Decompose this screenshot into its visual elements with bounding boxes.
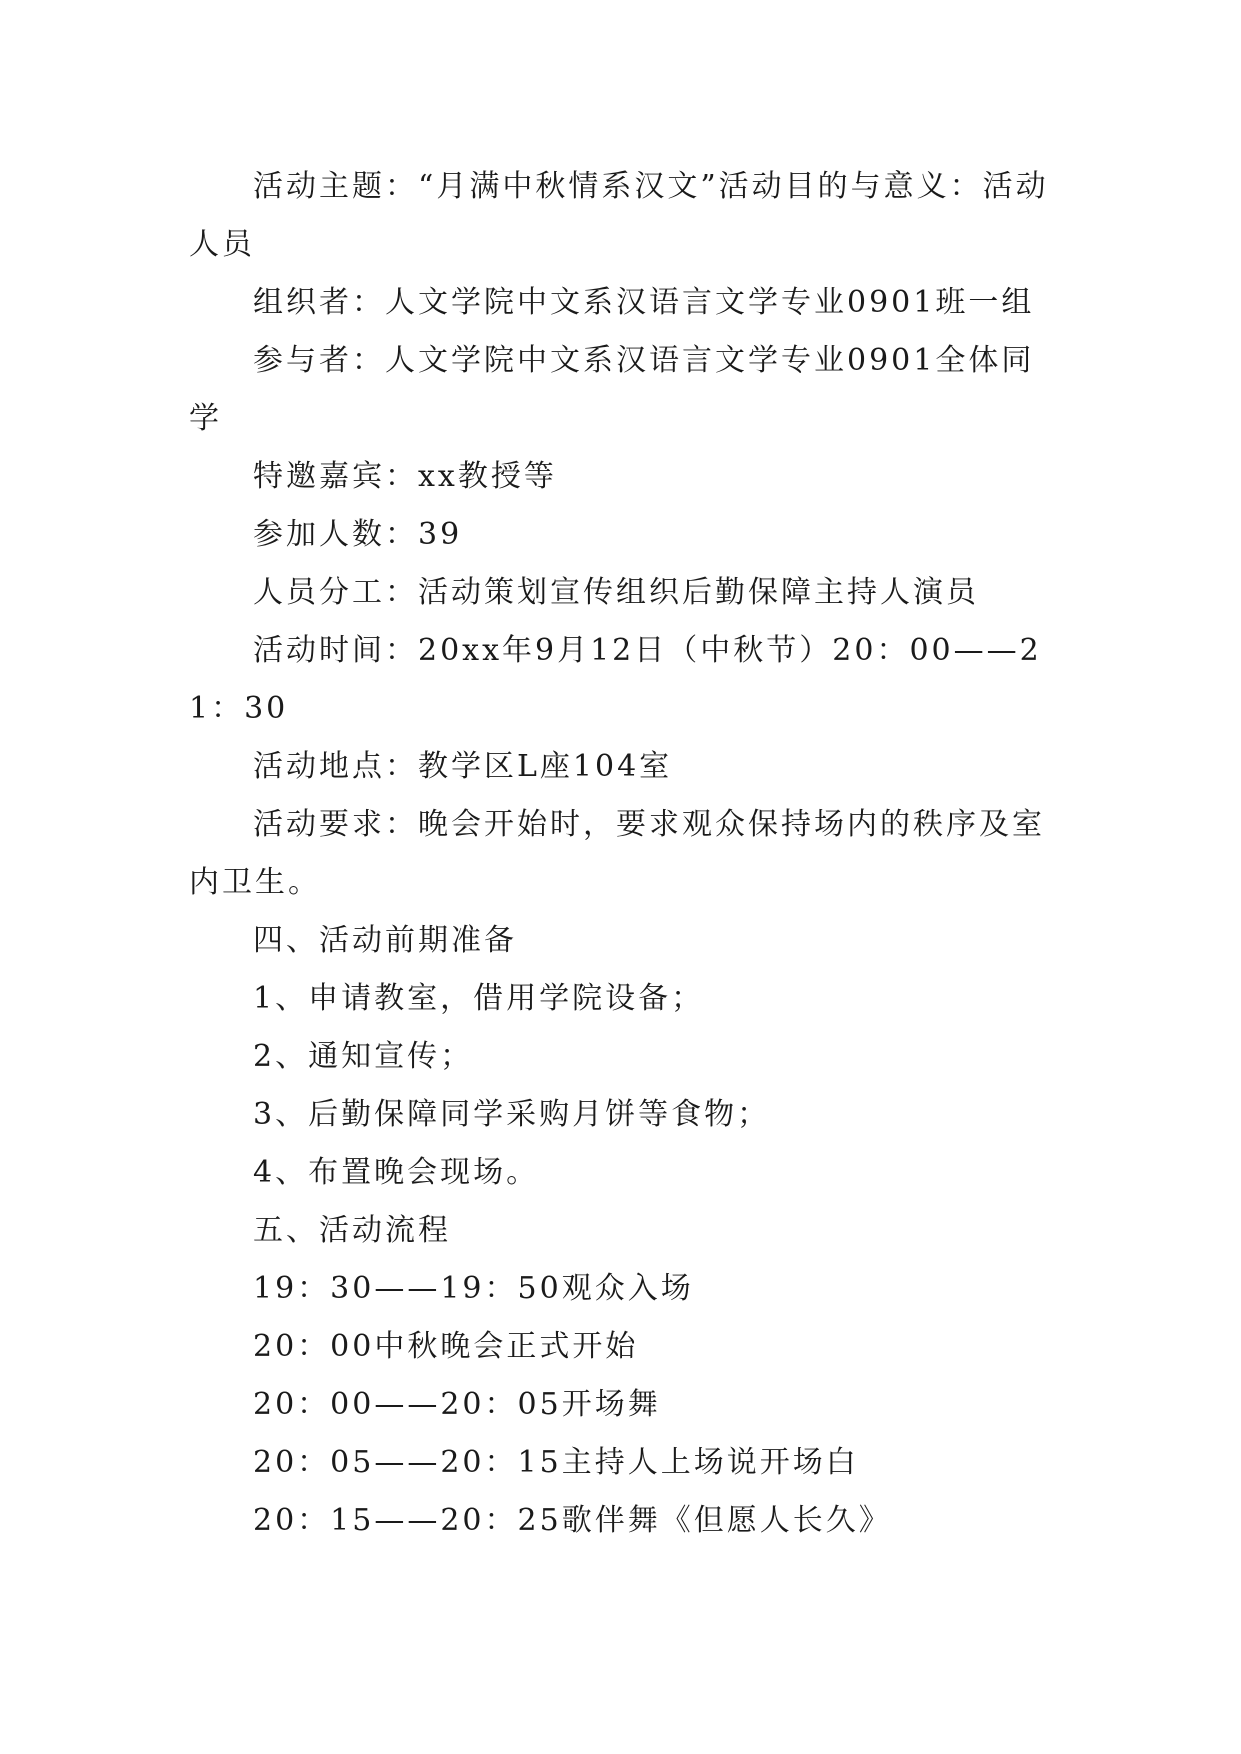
- schedule-item: 20：05——20：15主持人上场说开场白: [253, 1445, 859, 1480]
- schedule-item: 20：00中秋晚会正式开始: [253, 1329, 639, 1364]
- prep-item-3: 3、后勤保障同学采购月饼等食物；: [253, 1097, 771, 1132]
- guests-paragraph: 特邀嘉宾：xx教授等: [253, 459, 557, 494]
- schedule-item: 19：30——19：50观众入场: [253, 1271, 694, 1306]
- prep-item-4: 4、布置晚会现场。: [253, 1155, 540, 1190]
- section-heading-preparation: 四、活动前期准备: [253, 923, 517, 958]
- prep-item-1: 1、申请教室，借用学院设备；: [253, 981, 705, 1016]
- organizer-paragraph: 组织者：人文学院中文系汉语言文学专业0901班一组: [253, 285, 1035, 320]
- document-body: [189, 158, 1049, 1550]
- participants-paragraph: 参与者：人文学院中文系汉语言文学专业0901全体同学: [189, 343, 1035, 436]
- activity-time-paragraph: 活动时间：20xx年9月12日（中秋节）20：00——21：30: [189, 633, 1042, 726]
- section-heading-process: 五、活动流程: [253, 1213, 451, 1248]
- activity-theme-paragraph: 活动主题：“月满中秋情系汉文”活动目的与意义：活动人员: [189, 169, 1049, 262]
- schedule-item: 20：15——20：25歌伴舞《但愿人长久》: [253, 1503, 892, 1538]
- staff-roles-paragraph: 人员分工：活动策划宣传组织后勤保障主持人演员: [253, 575, 979, 610]
- prep-item-2: 2、通知宣传；: [253, 1039, 474, 1074]
- activity-requirements-paragraph: 活动要求：晚会开始时，要求观众保持场内的秩序及室内卫生。: [189, 807, 1045, 900]
- activity-location-paragraph: 活动地点：教学区L座104室: [253, 749, 673, 784]
- schedule-item: 20：00——20：05开场舞: [253, 1387, 661, 1422]
- attendance-count-paragraph: 参加人数：39: [253, 517, 463, 552]
